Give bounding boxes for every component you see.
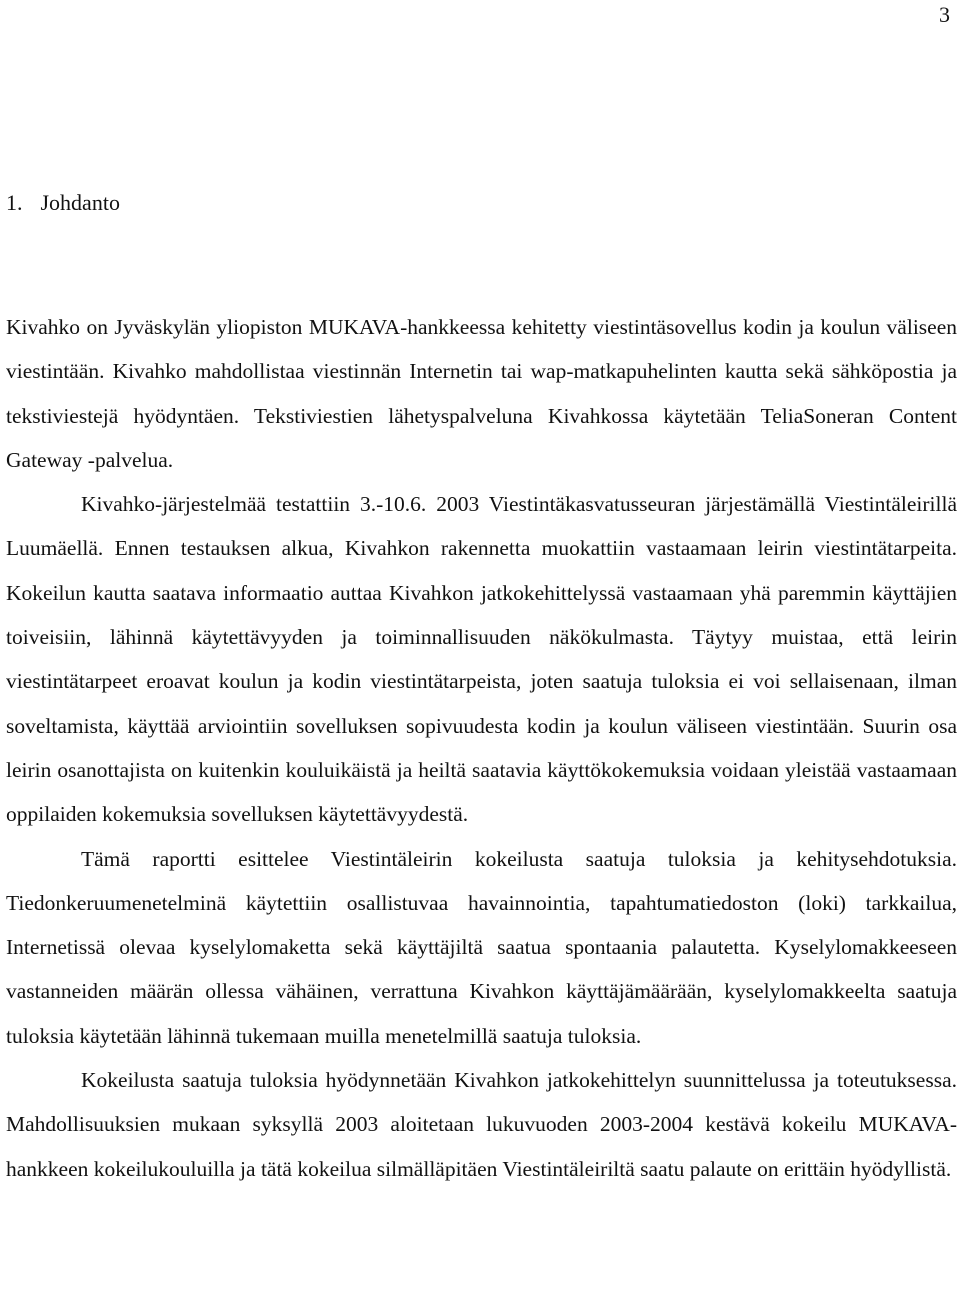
page-number: 3 <box>939 2 950 27</box>
paragraph-intro: Kivahko on Jyväskylän yliopiston MUKAVA-hankkeessa kehitetty viestintäsovellus kodin ja koulun väliseen viestintään. Kivahko mahdollistaa viestinnän Internetin tai wap-matkapuhelinten kautta sekä sähköpostia ja tekstiviestejä hyödyntäen. Tekstiviestien lähetyspalveluna Kivahkossa käytetään TeliaSoneran Content Gateway -palvelua. <box>6 315 957 472</box>
section-title: Johdanto <box>40 190 120 215</box>
paragraph-testing: Kivahko-järjestelmää testattiin 3.-10.6. 2003 Viestintäkasvatusseuran järjestämällä Viestintäleirillä Luumäellä. Ennen testauksen alkua, Kivahkon rakennetta muokattiin vastaamaan leirin viestintätarpeita. Kokeilun kautta saatava informaatio auttaa Kivahkon jatkokehittelyssä vastaamaan yhä paremmin käyttäjien toiveisiin, lähinnä käytettävyyden ja toiminnallisuuden näkökulmasta. Täytyy muistaa, että leirin viestintätarpeet eroavat koulun ja kodin viestintätarpeista, joten saatuja tuloksia ei voi sellaisenaan, ilman soveltamista, käyttää arviointiin sovelluksen sopivuudesta kodin ja koulun väliseen viestintään. Suurin osa leirin osanottajista on kuitenkin kouluikäistä ja heiltä saatavia käyttökokemuksia voidaan yleistää vastaamaan oppilaiden kokemuksia sovelluksen käytettävyydestä. <box>6 492 957 827</box>
section-number: 1. <box>6 190 23 215</box>
body-text <box>6 305 957 1191</box>
paragraph-report: Tämä raportti esittelee Viestintäleirin kokeilusta saatuja tuloksia ja kehitysehdotuksia. Tiedonkeruumenetelminä käytettiin osallistuvaa havainnointia, tapahtumatiedoston (loki) tarkkailua, Internetissä olevaa kyselylomaketta sekä käyttäjiltä saatua spontaania palautetta. Kyselylomakkeeseen vastanneiden määrän ollessa vähäinen, verrattuna Kivahkon käyttäjämäärään, kyselylomakkeelta saatuja tuloksia käytetään lähinnä tukemaan muilla menetelmillä saatuja tuloksia. <box>6 846 957 1048</box>
section-heading <box>6 190 120 216</box>
paragraph-future: Kokeilusta saatuja tuloksia hyödynnetään Kivahkon jatkokehittelyn suunnittelussa ja toteutuksessa. Mahdollisuuksien mukaan syksyllä 2003 aloitetaan lukuvuoden 2003-2004 kestävä kokeilu MUKAVA-hankkeen kokeilukouluilla ja tätä kokeilua silmälläpitäen Viestintäleiriltä saatu palaute on erittäin hyödyllistä. <box>6 1068 957 1181</box>
